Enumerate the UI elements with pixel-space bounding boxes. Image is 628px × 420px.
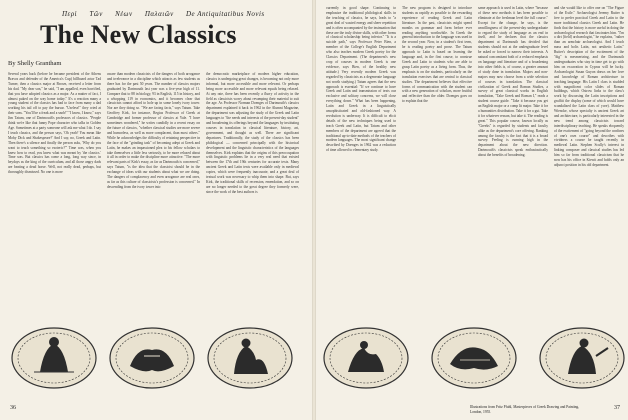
greek-medallion-illustration	[322, 326, 410, 390]
column-text: same approach is used in Latin, where "because of these new methods it has been possible to eliminate at the freshman level the full course." Except for the change, he says, is the unwillingness of the present-day undergraduate to regard the study of language as an end in itself, and he declares that the classics department at Dartmouth has decided that students should not at the undergraduate level be asked or forced to narrow their interests. A natural concomitant both of a reduced emphasis on language and literature and of a broadening into other fields is, of course, a greater amount of study done in translation. Majors and non-majors may now choose from a wide selection of courses in translation. The classical civilization of Greek and Roman Studies, a survey of great classical works in English translation, "Take Greek and Roman I," reads a student course guide. "Take it because you get an English major or a comp lit major. Take it for a humanities distribution. Take it for a gut. Take it for whatever reason, but take it. The reading is great." This popular course, known locally as "Greeks" is regarded by students and faculty alike as the department's core offering. Ranking among the faculty is the fact that it is a broad survey. Feeling is running high in the department about the new direction. Dartmouth's classicists speak enthusiastically about the benefits of broadening.	[478, 6, 548, 158]
greek-medallion-illustration	[10, 326, 98, 390]
kicker-word: Περὶ	[62, 10, 78, 18]
left-page	[0, 0, 308, 420]
greek-medallion-illustration	[206, 326, 294, 390]
article-title: The New Classics	[40, 20, 237, 49]
text-column	[107, 72, 200, 314]
greek-medallion-illustration	[430, 326, 518, 390]
kicker-latin: De Antiquitatibus Novis	[186, 10, 265, 18]
kicker-word: Νέων	[115, 10, 133, 18]
gutter-fold	[312, 0, 316, 420]
byline: By Shelly Grantham	[8, 60, 62, 67]
text-column	[326, 6, 396, 314]
greek-medallion-illustration	[108, 326, 196, 390]
text-column	[554, 6, 624, 314]
page-number: 36	[10, 405, 16, 411]
kicker-word: Τῶν	[89, 10, 103, 18]
kicker-word: Παλαιῶν	[144, 10, 174, 18]
column-text: the democratic marketplace of modern higher education, classics is undergoing great changes, is becoming not only more informal, but more accessible and more relevant. Or perhaps being more accessible and more relevant equals being relaxed. At any rate, there has been recently a flurry of activity in the field as classicists worry about revamping their material to suit the age. As Professor Norman Doenges of Dartmouth's classics department explained it back in 1962 in the Alumni Magazine, the department was adjusting the study of the Greek and Latin languages to "the needs and interests of the present-day student" and broadening its offerings beyond the languages by instituting courses in translation in classical literature, history, art, government, and thought as well. There are significant departures. Traditionally, the study of the classics has been philological — concerned principally with the historical development and the linguistic characteristics of the languages themselves. Kirk explains that the origins of this preoccupation with linguistic problems lie in a very real need that existed between the 17th and 19th centuries for accurate texts. Many ancient Greek and Latin texts were available only in medieval copies, which were frequently inaccurate, and a great deal of textual work was necessary to whip them into shape. But, says Kirk, the traditional skills of recension, emendation, and so on are no longer needed to the great degree they formerly were, since the work of the best authors is	[206, 72, 299, 194]
greek-kicker	[62, 10, 275, 18]
page-number: 37	[614, 405, 620, 411]
text-column	[402, 6, 472, 314]
text-column	[478, 6, 548, 314]
right-columns	[326, 6, 624, 314]
illustration-caption: Illustrations from Fritz Pfuhl, Masterpieces of Greek Drawing and Painting, London, 1955.	[470, 405, 580, 414]
right-page	[320, 0, 628, 420]
column-text: Several years back (before he became president of the Athens Bravos and defender of the America's Cup) billboard actor Tad Turner, then a classics major at Brown, received a letter from his dad. "My dear son," he said, "I am appalled, even horrified, that you have adopted classics as a major. As a matter of fact, I almost puked on the way home today." It's a reaction many a young student of the classics has had to face from many a dad working his tail off to pay the bursar. "Useless!" they cried at their sons. "You'll be a freak and a snob!" "I know, I know," says Jim Tatum, one of Dartmouth's professors of classics. "People think we're like that funny Pope character who talks in Golden Age. Sometimes at a party someone will ask me what I do. I say I teach classics, and the person says, 'Oh yeah? You mean like Moby Dick and Shakespeare?' And I say, no, Greek and Latin. Then there's a silence and finally the person asks, 'Why do you want to teach something so esoteric?'" Time was, when you knew how to read, you knew what was meant by 'the classics.' Time was. But classics has come a long, long way since, in heydays as the king of the curriculum, and all those angry dads are beating a dead horse. Well, not really dead, perhaps, but thoroughly dismissed. No one is more	[8, 72, 101, 175]
text-column	[8, 72, 101, 314]
column-text: and she would like to offer one on "The Figure of the Exile." Archaeologist Jeremy Rutter is free to prefer practical Greek and Latin to the more traditional classics Greek and Latin. He finds that the history is more useful in doing the archaeological research that fascinates him. "I'm a dirt [field] archaeologist," he explains, "rather than an armchair archaeologist. And I teach mass and bolts Latin, not aesthetic Latin." Rutter's description of the excitement of the "dig" is mesmerizing, and the Dartmouth undergraduates who stay in time get to go with him on excavation in Cyprus will be lucky. Archaeologist Susan Guyon draws on her love and knowledge of Roman architecture in teaching language. His Latin I class is studded with magnificent color slides of Roman buildings, which Ostrow links to the class's work by discussing the Latin inscriptions and graffiti the display (some of which would have scandalized the Latin class of yore). Matthew Wiencke, whose specialty is ancient Greek art and architecture, is particularly interested in the new trend among classicists toward interdisciplinary teaching. He speaks eloquently of the excitement of "going beyond the confines of one's own course" and describes with vividness a course he taught recently in medieval Latin. Stephen Scully's interest in linking composer and classical studies has led him so far from traditional classicism that he now has his office in Kiewit and holds only an adjunct position in his old department.	[554, 6, 624, 167]
column-text: The new program is designed to introduce students as rapidly as possible to the rewarding experience of reading Greek and Latin literature. In the past, classicists might spend months on grammar and form before ever reading anything worthwhile. In Greek the general introduction to the language was used in the second year. Now, in a student's first term, he is reading poetry and prose. The Tatum approach to Latin is based on learning the language and, in the first course, to construe Greek and Latin to students who are able to grasp Latin poetry as a living form. Thus, the emphasis is on the students, particularly on the translation exercises that are central to classical studies. The department believes that effective forms of communication with the student can with a new generation of scholars, more fruitful and reflective than the older. Doenges goes on to explain that the	[402, 6, 472, 104]
left-columns	[8, 72, 299, 314]
column-text: currently in good shape. Continuing to emphasize the traditional philological skills in the teaching of classics, he says, leads to "a great deal of wasted energy and sheer repetition and is often accompanied by the insinuation that these are the truly divine skills, with other forms of classical scholarship being inferior." "It is a suicide path," says Professor Peter Bien, a member of the College's English Department who also teaches modern Greek poetry for the Classics Department. (The department's new crop of courses in modern Greek is one evidence, says Bien, of the healthy new attitude.) Very recently modern Greek was regarded by classicists as a degenerate language not worth studying.) Tatum agrees that the new approach is essential: "If we continue to have Greek and Latin and transmission of texts our exclusive and solitary concerns, we will close everything down." What has been happening, Latin and Greek in a linguistically unsophisticated and old-fashioned way. A revolution is underway. It is difficult to elicit details of the new techniques being used to teach Greek and Latin, but Tatum and other members of the department are agreed that the traditional up-to-date methods of the teachers of modern languages. The most significant change described by Doenges in 1962 was a reduction of time allowed to elementary study.	[326, 6, 396, 153]
text-column	[206, 72, 299, 314]
greek-medallion-illustration	[538, 326, 626, 390]
column-text: aware than modern classicists of the dangers of both arrogance and irrelevance in a discipline which attracts as few students as there has for the past 50 years. The number of classics majors graduated by Dartmouth last year was a five-year high of 11. Compare that to 88 in biology, 93 in English, 115 in history, and a whopping 119 in economics, and it becomes clear that classicists cannot afford to hole up in some lonely ivory tower. Nor are they doing so. "We are facing facts," says Tatum. Take Geoffrey Kirk, for instance, Regius Professor of Greek at Cambridge and former professor of classics at Yale. "I have sometimes wondered," he writes candidly in a recent essay on the future of classics, "whether classical studies are more severe and humorless, as well as more complacent, than most others." While he acknowledges the difficulty of retaining perspective in the face of the "grinding task" of becoming adept at Greek and Latin, he makes an impassioned plea to his fellow scholars to take themselves a little less seriously, to be more relaxed about it all in order to make the discipline more attractive. "The more relevant parts of Kirk's essay, as far as Dartmouth is concerned," says Tatum, "is the idea that the classicist should be in the exchange of ideas with our students about what we are doing. The dangers of complacency and even arrogance are real ones, as far as this culture of classicists's profession is concerned." In descending from the ivory tower into	[107, 72, 200, 189]
